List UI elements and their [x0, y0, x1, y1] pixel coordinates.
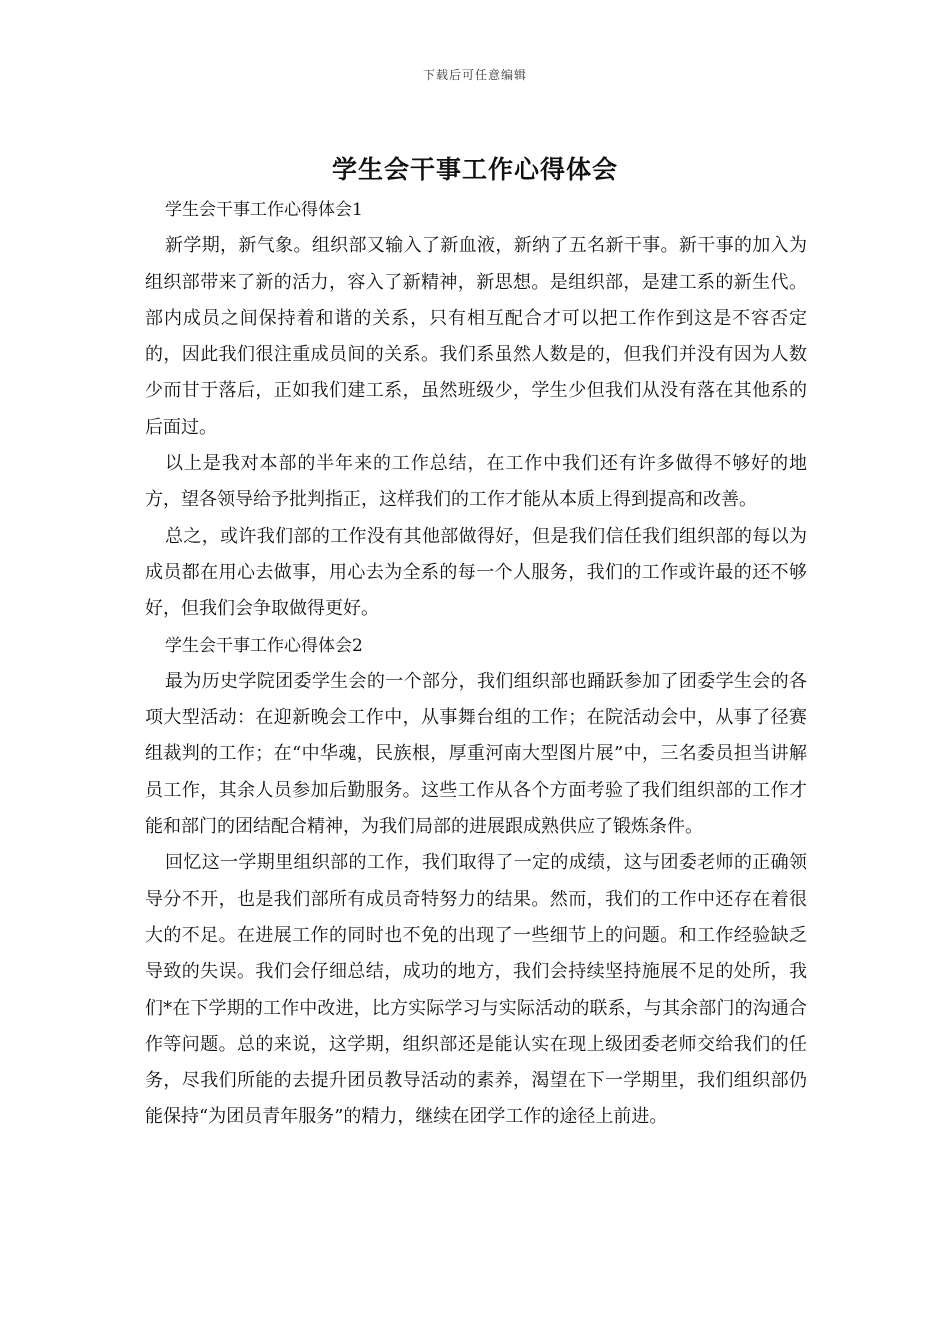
paragraph: 总之，或许我们部的工作没有其他部做得好，但是我们信任我们组织部的每以为成员都在用心去做事，用心去为全系的每一个人服务，我们的工作或许最的还不够好，但我们会争取做得更好。	[145, 525, 807, 620]
paragraph: 以上是我对本部的半年来的工作总结，在工作中我们还有许多做得不够好的地方，望各领导给予批判指正，这样我们的工作才能从本质上得到提高和改善。	[145, 453, 807, 511]
document-body	[145, 192, 807, 1136]
section-heading-1: 学生会干事工作心得体会1	[165, 200, 363, 220]
section-heading-2: 学生会干事工作心得体会2	[165, 635, 363, 656]
paragraph: 最为历史学院团委学生会的一个部分，我们组织部也踊跃参加了团委学生会的各项大型活动：在迎新晚会工作中，从事舞台组的工作；在院活动会中，从事了径赛组裁判的工作；在“中华魂，民族根，厚重河南大型图片展”中，三名委员担当讲解员工作，其余人员参加后勤服务。这些工作从各个方面考验了我们组织部的工作才能和部门的团结配合精神，为我们局部的进展跟成熟供应了锻炼条件。	[145, 670, 807, 838]
paragraph: 新学期，新气象。组织部又输入了新血液，新纳了五名新干事。新干事的加入为组织部带来了新的活力，容入了新精神，新思想。是组织部，是建工系的新生代。部内成员之间保持着和谐的关系，只有相互配合才可以把工作作到这是不容否定的，因此我们很注重成员间的关系。我们系虽然人数是的，但我们并没有因为人数少而甘于落后，正如我们建工系，虽然班级少，学生少但我们从没有落在其他系的后面过。	[145, 235, 807, 438]
paragraph: 回忆这一学期里组织部的工作，我们取得了一定的成绩，这与团委老师的正确领导分不开，也是我们部所有成员奇特努力的结果。然而，我们的工作中还存在着很大的不足。在进展工作的同时也不免的出现了一些细节上的问题。和工作经验缺乏导致的失误。我们会仔细总结，成功的地方，我们会持续坚持施展不足的处所，我们*在下学期的工作中改进，比方实际学习与实际活动的联系，与其余部门的沟通合作等问题。总的来说，这学期，组织部还是能认实在现上级团委老师交给我们的任务，尽我们所能的去提升团员教导活动的素养，渴望在下一学期里，我们组织部仍能保持“为团员青年服务”的精力，继续在团学工作的途径上前进。	[145, 852, 807, 1128]
header-note: 下载后可任意编辑	[422, 68, 527, 82]
document-title: 学生会干事工作心得体会	[331, 155, 618, 184]
